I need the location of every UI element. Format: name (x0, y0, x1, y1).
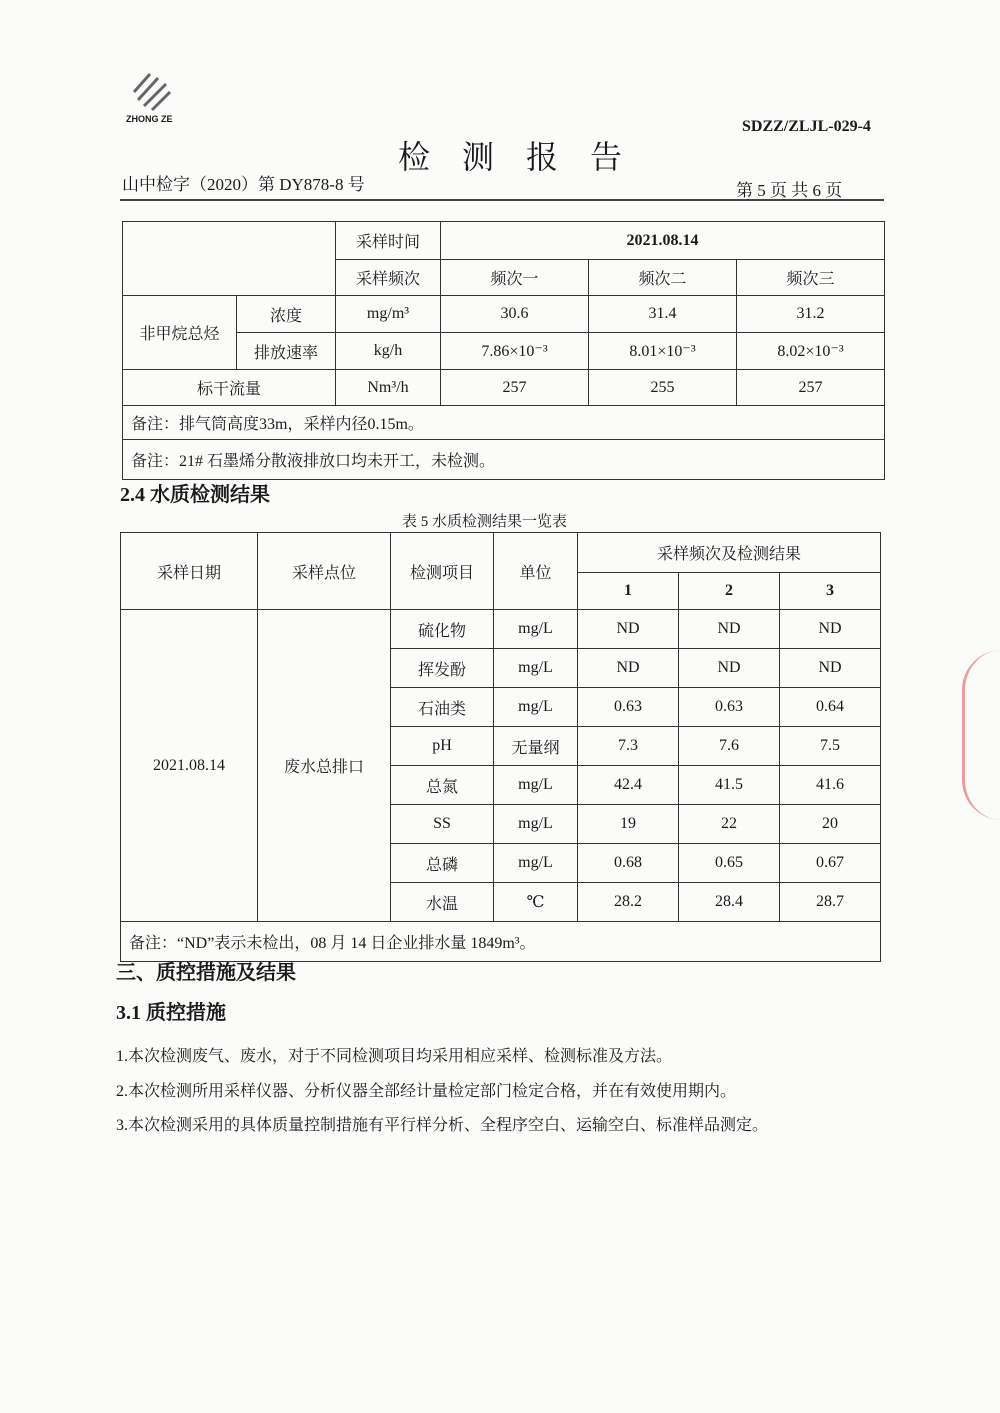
value: ND (679, 610, 780, 649)
value: 28.4 (679, 883, 780, 922)
table-cell: 单位 (494, 533, 578, 610)
value: ND (679, 649, 780, 688)
table-cell: 频次三 (737, 260, 885, 296)
report-number: 山中检字（2020）第 DY878-8 号 (122, 175, 365, 194)
value: ND (780, 649, 881, 688)
table-row (121, 610, 881, 649)
table-cell: 8.02×10⁻³ (737, 333, 885, 370)
item: pH (391, 727, 494, 766)
table-cell: kg/h (336, 333, 441, 370)
value: ND (578, 610, 679, 649)
table-cell: 排放速率 (237, 333, 336, 370)
seal-stamp-edge (962, 650, 1000, 820)
item: 挥发酚 (391, 649, 494, 688)
table-cell: 31.2 (737, 296, 885, 333)
value: 0.63 (679, 688, 780, 727)
item: 总氮 (391, 766, 494, 805)
value: 7.3 (578, 727, 679, 766)
table-cell: 采样日期 (121, 533, 258, 610)
sampling-date: 2021.08.14 (121, 610, 258, 922)
table-cell: 30.6 (441, 296, 589, 333)
unit: mg/L (494, 610, 578, 649)
table-cell: Nm³/h (336, 370, 441, 406)
sampling-point: 废水总排口 (258, 610, 391, 922)
unit: mg/L (494, 766, 578, 805)
doc-code: SDZZ/ZLJL-029-4 (742, 118, 871, 135)
table-cell: 采样频次及检测结果 (578, 533, 881, 573)
table-cell: 255 (589, 370, 737, 406)
logo-text: ZHONG ZE (126, 114, 173, 124)
table-cell: 频次二 (589, 260, 737, 296)
note: 备注：21# 石墨烯分散液排放口均未开工，未检测。 (123, 440, 885, 480)
header-rule (120, 199, 884, 201)
value: ND (780, 610, 881, 649)
item: 硫化物 (391, 610, 494, 649)
value: 41.5 (679, 766, 780, 805)
table-cell: 7.86×10⁻³ (441, 333, 589, 370)
paragraph: 3.本次检测采用的具体质量控制措施有平行样分析、全程序空白、运输空白、标准样品测定。 (116, 1117, 769, 1134)
table-cell: 31.4 (589, 296, 737, 333)
water-quality-table (120, 532, 881, 962)
value: 20 (780, 805, 881, 844)
table-cell: 采样时间 (336, 222, 441, 260)
unit: 无量纲 (494, 727, 578, 766)
unit: mg/L (494, 805, 578, 844)
unit: ℃ (494, 883, 578, 922)
value: 28.2 (578, 883, 679, 922)
table-cell: 频次一 (441, 260, 589, 296)
note: 备注：排气筒高度33m，采样内径0.15m。 (123, 406, 885, 440)
table-cell: 2 (679, 573, 780, 610)
value: 28.7 (780, 883, 881, 922)
emission-table (122, 221, 885, 480)
unit: mg/L (494, 649, 578, 688)
value: 42.4 (578, 766, 679, 805)
value: 7.5 (780, 727, 881, 766)
table-cell: 3 (780, 573, 881, 610)
value: 0.63 (578, 688, 679, 727)
subsection-heading: 3.1 质控措施 (116, 1002, 226, 1024)
table-cell: 检测项目 (391, 533, 494, 610)
table-cell: 浓度 (237, 296, 336, 333)
table-cell: 采样点位 (258, 533, 391, 610)
paragraph: 2.本次检测所用采样仪器、分析仪器全部经计量检定部门检定合格，并在有效使用期内。 (116, 1083, 737, 1100)
value: 7.6 (679, 727, 780, 766)
value: 41.6 (780, 766, 881, 805)
table-cell: 8.01×10⁻³ (589, 333, 737, 370)
table-cell: 1 (578, 573, 679, 610)
value: 0.68 (578, 844, 679, 883)
item: 总磷 (391, 844, 494, 883)
table-caption: 表 5 水质检测结果一览表 (402, 514, 568, 530)
value: 0.64 (780, 688, 881, 727)
logo-icon (130, 70, 174, 114)
table-cell: 采样频次 (336, 260, 441, 296)
value: 22 (679, 805, 780, 844)
table-cell: 非甲烷总烃 (123, 296, 237, 370)
section-heading: 2.4 水质检测结果 (120, 484, 270, 506)
table-cell: 标干流量 (123, 370, 336, 406)
table-cell: mg/m³ (336, 296, 441, 333)
value: 19 (578, 805, 679, 844)
value: 0.67 (780, 844, 881, 883)
page-title: 检 测 报 告 (398, 139, 635, 175)
unit: mg/L (494, 844, 578, 883)
section-heading: 三、质控措施及结果 (116, 962, 296, 984)
item: 水温 (391, 883, 494, 922)
table-cell (123, 222, 336, 296)
item: 石油类 (391, 688, 494, 727)
value: ND (578, 649, 679, 688)
table-cell: 2021.08.14 (441, 222, 885, 260)
value: 0.65 (679, 844, 780, 883)
table-cell: 257 (441, 370, 589, 406)
table-cell: 257 (737, 370, 885, 406)
note: 备注：“ND”表示未检出，08 月 14 日企业排水量 1849m³。 (121, 922, 881, 962)
item: SS (391, 805, 494, 844)
page-info: 第 5 页 共 6 页 (736, 181, 843, 200)
paragraph: 1.本次检测废气、废水，对于不同检测项目均采用相应采样、检测标准及方法。 (116, 1048, 673, 1065)
unit: mg/L (494, 688, 578, 727)
